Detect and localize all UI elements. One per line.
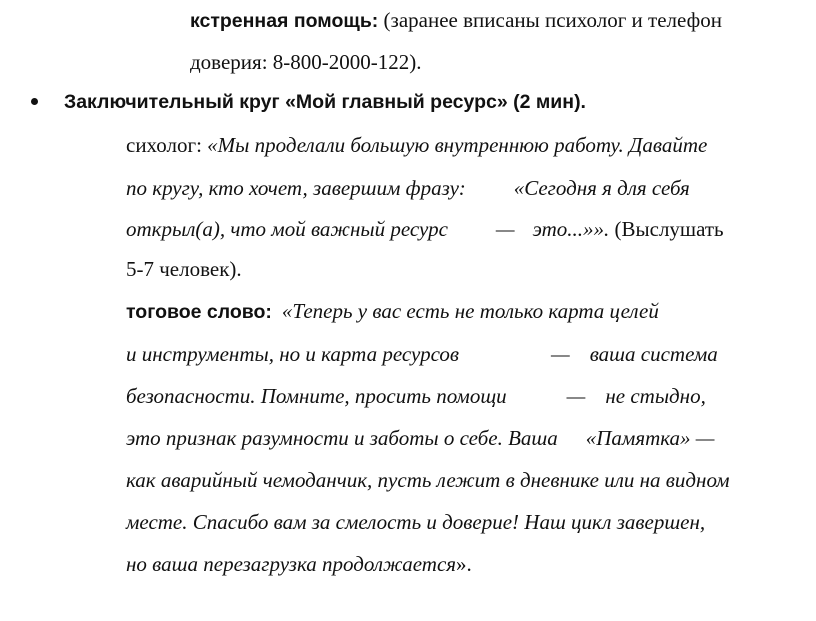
final-word-line-2b: ваша система	[589, 342, 718, 366]
final-word-dash-1: —	[551, 342, 570, 366]
psychologist-note-3: (Выслушать	[609, 217, 724, 241]
final-word-line-7b: ».	[456, 552, 472, 576]
psychologist-quote-3b: это...»».	[532, 217, 610, 241]
psychologist-quote-3a: открыл(а), что мой важный ресурс	[126, 217, 448, 241]
psychologist-line-4	[126, 259, 242, 280]
final-word-line-2	[126, 344, 718, 365]
final-word-line-5-text: как аварийный чемоданчик, пусть лежит в дневнике или на видном	[126, 468, 730, 492]
final-word-line-5	[126, 470, 730, 491]
final-word-line-4a: это признак разумности и заботы о себе. Ваша	[126, 426, 558, 450]
final-word-line-2a: и инструменты, но и карта ресурсов	[126, 342, 459, 366]
final-word-line-6-text: месте. Спасибо вам за смелость и доверие! Наш цикл завершен,	[126, 510, 706, 534]
intro-text-2: доверия: 8-800-2000-122).	[190, 50, 422, 74]
final-word-line-3	[126, 386, 706, 407]
final-word-line-4	[126, 428, 714, 449]
closing-circle-title: Заключительный круг «Мой главный ресурс» (2 мин).	[64, 91, 586, 113]
psychologist-quote-1: «Мы проделали большую внутреннюю работу. Давайте	[207, 133, 708, 157]
psychologist-quote-2a: по кругу, кто хочет, завершим фразу:	[126, 176, 466, 200]
final-word-line-3a: безопасности. Помните, просить помощи	[126, 384, 507, 408]
psychologist-note-4: 5-7 человек).	[126, 257, 242, 281]
psychologist-line-2	[126, 178, 690, 199]
final-word-line-1	[126, 301, 659, 323]
final-word-line-7a: но ваша перезагрузка продолжается	[126, 552, 457, 576]
psychologist-line-3	[126, 219, 724, 240]
final-word-line-7	[126, 554, 472, 575]
psychologist-quote-2b: «Сегодня я для себя	[513, 176, 690, 200]
emergency-help-label: кстренная помощь:	[190, 10, 379, 32]
intro-text-1: (заранее вписаны психолог и телефон	[378, 8, 722, 32]
intro-line-2	[190, 52, 422, 73]
final-word-dash-2: —	[566, 384, 586, 408]
final-word-line-1-text: «Теперь у вас есть не только карта целей	[281, 299, 659, 323]
bullet-icon	[31, 98, 38, 105]
bullet-title-line	[64, 91, 586, 113]
final-word-line-3b: не стыдно,	[605, 384, 706, 408]
final-word-line-4b: «Памятка» —	[585, 426, 715, 450]
psychologist-dash: —	[495, 217, 515, 241]
psychologist-label: сихолог:	[126, 133, 202, 157]
final-word-line-6	[126, 512, 705, 533]
final-word-label: тоговое слово:	[126, 301, 272, 323]
psychologist-line-1	[126, 135, 707, 156]
intro-line-1	[190, 10, 722, 32]
